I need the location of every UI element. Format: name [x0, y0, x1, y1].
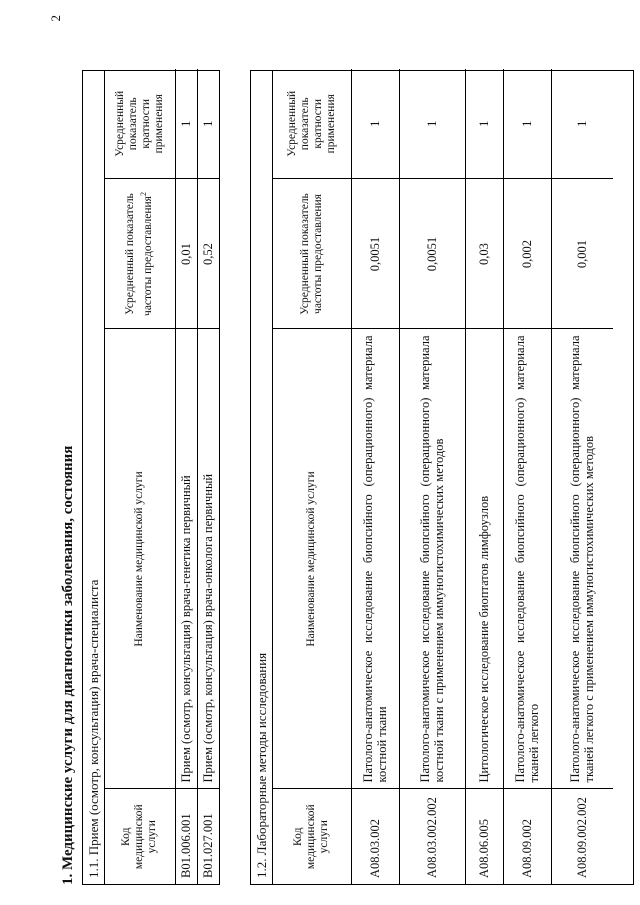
header-name: Наименование медицинской услуги [105, 329, 175, 789]
header-mult: Усредненный показатель кратности применения [105, 69, 175, 179]
consultation-caption: 1.1. Прием (осмотр, консультация) врача-специалиста [83, 71, 105, 884]
service-freq: 0,0051 [399, 179, 465, 329]
service-name: Патолого-анатомическое исследование биопсийного (операционного) материала тканей легкого с применением иммуногистохимических методов [551, 329, 613, 789]
header-name: Наименование медицинской услуги [273, 329, 351, 789]
consultation-table-block [82, 70, 220, 885]
lab-caption: 1.2. Лабораторные методы исследования [251, 71, 273, 884]
service-freq: 0,002 [503, 179, 551, 329]
table-row [551, 69, 613, 884]
header-freq: Усредненный показатель частоты предоставления$^2$ [105, 179, 175, 329]
page-number: 2 [48, 15, 63, 22]
service-code: A08.09.002.002 [551, 789, 613, 884]
service-mult: 1 [465, 69, 503, 179]
service-code: A08.03.002 [351, 789, 399, 884]
document-page [40, 5, 640, 885]
footnote-mark: 2 [139, 192, 149, 197]
service-freq: 0,03 [465, 179, 503, 329]
header-code: Код медицинской услуги [105, 789, 175, 884]
service-code: B01.006.001 [175, 789, 197, 884]
service-mult: 1 [175, 69, 197, 179]
service-freq: 0,0051 [351, 179, 399, 329]
header-code: Код медицинской услуги [273, 789, 351, 884]
service-name: Патолого-анатомическое исследование биопсийного (операционного) материала костной ткани [351, 329, 399, 789]
header-mult: Усредненный показатель кратности применения [273, 69, 351, 179]
consultation-table [105, 69, 219, 884]
lab-table [273, 69, 613, 884]
service-code: A08.06.005 [465, 789, 503, 884]
service-name: Прием (осмотр, консультация) врача-генетика первичный [175, 329, 197, 789]
table-row [465, 69, 503, 884]
table-row [175, 69, 197, 884]
service-freq: 0,001 [551, 179, 613, 329]
table-row [399, 69, 465, 884]
service-code: A08.03.002.002 [399, 789, 465, 884]
service-code: B01.027.001 [197, 789, 219, 884]
service-mult: 1 [503, 69, 551, 179]
table-row [503, 69, 551, 884]
service-code: A08.09.002 [503, 789, 551, 884]
service-name: Цитологическое исследование биоптатов лимфоузлов [465, 329, 503, 789]
table-row [197, 69, 219, 884]
service-mult: 1 [551, 69, 613, 179]
consultation-header-row [105, 69, 175, 884]
table-row [351, 69, 399, 884]
service-freq: 0,52 [197, 179, 219, 329]
service-name: Патолого-анатомическое исследование биопсийного (операционного) материала тканей легкого [503, 329, 551, 789]
service-mult: 1 [197, 69, 219, 179]
service-name: Патолого-анатомическое исследование биопсийного (операционного) материала костной ткани с применением иммуногистохимических методов [399, 329, 465, 789]
lab-table-block [250, 70, 634, 885]
section-heading: 1. Медицинские услуги для диагностики заболевания, состояния [60, 445, 76, 885]
service-mult: 1 [351, 69, 399, 179]
service-name: Прием (осмотр, консультация) врача-онколога первичный [197, 329, 219, 789]
service-freq: 0,01 [175, 179, 197, 329]
header-freq: Усредненный показатель частоты предоставления [273, 179, 351, 329]
service-mult: 1 [399, 69, 465, 179]
lab-header-row [273, 69, 351, 884]
